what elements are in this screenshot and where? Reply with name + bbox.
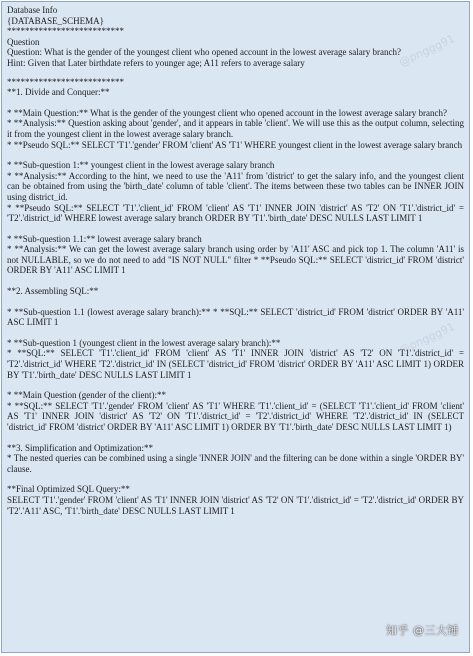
assembled-sub11: * **Sub-question 1.1 (lowest average salary branch):** * **SQL:** SELECT 'district_id' FROM 'district' ORDER BY 'A11' ASC LIMIT 1 [7,306,464,328]
watermark: @pnggg91 [397,31,457,70]
header-title: Database Info [7,5,58,15]
main-pseudo-sql: * **Pseudo SQL:** SELECT 'T1'.'gender' FROM 'client' AS 'T1' WHERE youngest client in the lowest average salary branch [7,139,463,150]
sub11-analysis: * **Analysis:** We can get the lowest average salary branch using order by 'A11' ASC and pick top 1. The column 'A11' is not NULLABLE, so we do not need to add "IS NOT NULL" filter * **Pseudo SQL:** SELECT 'district_id' FROM 'district' ORDER BY 'A11' ASC LIMIT 1 [7,244,464,276]
question-text: Question: What is the gender of the youngest client who opened account in the lowest average salary branch? [7,47,401,58]
sub11-title: * **Sub-question 1.1:** lowest average salary branch [7,233,202,244]
main-question: * **Main Question:** What is the gender of the youngest client who opened account in the lowest average salary branch? [7,107,447,118]
assembled-sub1-title: * **Sub-question 1 (youngest client in the lowest average salary branch):** [7,337,281,348]
sub1-title: * **Sub-question 1:** youngest client in the lowest average salary branch [7,160,275,171]
document-panel [1,1,470,653]
document-body [2,2,469,516]
brand-watermark: 知乎 @三大锤 [386,624,459,637]
step2-title: **2. Assembling SQL:** [7,286,99,297]
question-heading: Question [7,36,40,47]
separator-stars: ************************** [7,26,124,37]
assembled-sub1-sql: * **SQL:** SELECT 'T1'.'client_id' FROM 'client' AS 'T1' INNER JOIN 'district' AS 'T2' ON 'T1'.'district_id' = 'T2'.'district_id' WHERE 'T2'.'district_id' IN (SELECT 'district_id' FROM 'district' ORDER BY 'A11' ASC LIMIT 1) ORDER BY 'T1'.'birth_date' DESC NULLS LAST LIMIT 1 [7,348,464,380]
step3-text: * The nested queries can be combined using a single 'INNER JOIN' and the filtering can be done within a single 'ORDER BY' clause. [7,453,464,474]
hint-text: Hint: Given that Later birthdate refers to younger age; A11 refers to average salary [7,57,305,68]
sub1-pseudo-sql: * **Pseudo SQL:** SELECT 'T1'.'client_id' FROM 'client' AS 'T1' INNER JOIN 'district' AS 'T2' ON 'T1'.'district_id' = 'T2'.'district_id' WHERE lowest average salary branch ORDER BY 'T1'.'birth_date' DESC NULLS LAST LIMIT 1 [7,202,464,224]
final-title: **Final Optimized SQL Query:** [7,484,130,495]
main-analysis: * **Analysis:** Question asking about 'gender', and it appears in table 'client'. We will use this as the output column, selecting it from the youngest client in the lowest average salary branch. [7,118,464,139]
assembled-main-title: * **Main Question (gender of the client):** [7,390,166,401]
final-sql: SELECT 'T1'.'gender' FROM 'client' AS 'T1' INNER JOIN 'district' AS 'T2' ON 'T1'.'district_id' = 'T2'.'district_id' ORDER BY 'T2'.'A11' ASC, 'T1'.'birth_date' DESC NULLS LAST LIMIT 1 [7,494,464,516]
watermark: @pnggg91 [397,319,457,358]
step3-title: **3. Simplification and Optimization:** [7,442,153,453]
sub1-analysis: * **Analysis:** According to the hint, we need to use the 'A11' from 'district' to get the salary info, and the youngest client can be obtained from using the 'birth_date' column of table 'client'. The items between these two tables can be INNER JOIN using district_id. [7,170,464,202]
separator-stars: ************************** [7,76,124,87]
assembled-main-sql: * **SQL:** SELECT 'T1'.'gender' FROM 'client' AS 'T1' WHERE 'T1'.'client_id' = (SELECT 'T1'.'client_id' FROM 'client' AS 'T1' INNER JOIN 'district' AS 'T2' ON 'T1'.'district_id' = 'T2'.'district_id' WHERE 'T2'.'district_id' IN (SELECT 'district_id' FROM 'district' ORDER BY 'A11' ASC LIMIT 1) ORDER BY 'T1'.'birth_date' DESC NULLS LAST LIMIT 1) [7,400,464,432]
schema-tag: {DATABASE_SCHEMA} [7,15,104,26]
step1-title: **1. Divide and Conquer:** [7,87,110,98]
